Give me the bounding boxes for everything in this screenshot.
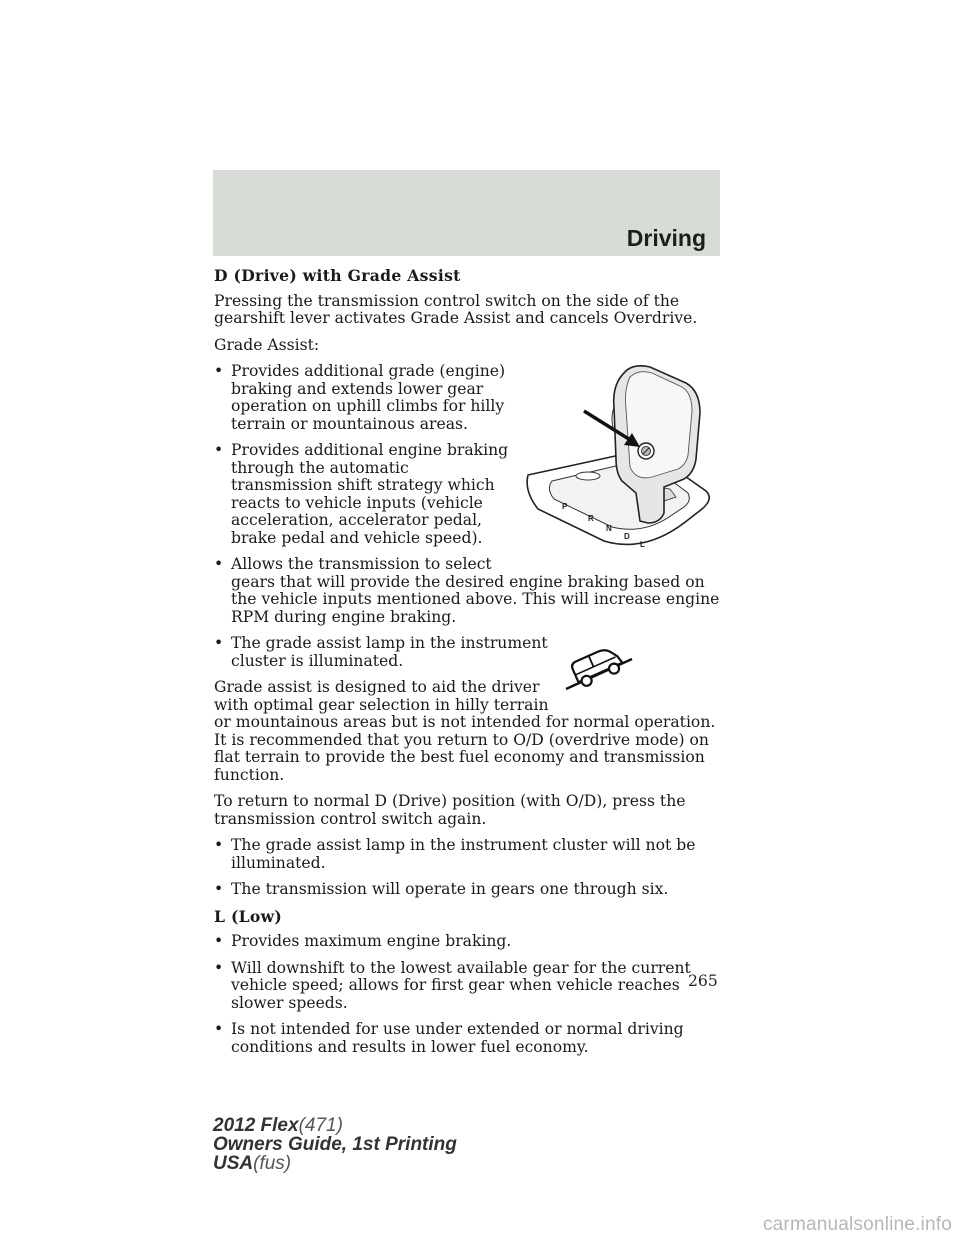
footer-model-code: (471) [298,1115,343,1136]
footer-guide: Owners Guide, 1st Printing [213,1134,457,1155]
gear-letter-n: N [606,524,612,533]
low-bullet-list [214,933,720,1056]
footer-guide-line [213,1135,457,1154]
list-item: • Provides additional engine braking through the automatic transmission shift strategy which reacts to vehicle inputs (vehicle acceleration, accelerator pedal, brake pedal and vehicle speed). [214,442,720,547]
list-item: • Is not intended for use under extended or normal driving conditions and results in lower fuel economy. [214,1021,720,1056]
section-header-band [213,170,720,256]
gear-letter-r: R [588,514,594,523]
footer-model: 2012 Flex [213,1115,299,1136]
gear-letter-l: L [640,540,645,549]
footer-market: USA [213,1153,254,1174]
gear-letter-d: D [624,532,630,541]
heading-drive-grade-assist: D (Drive) with Grade Assist [214,266,461,285]
list-item: • The transmission will operate in gears one through six. [214,881,720,899]
watermark: carmanualsonline.info [762,1214,952,1235]
page-number: 265 [688,972,718,990]
heading-low: L (Low) [214,906,283,926]
document-footer [213,1116,457,1173]
footer-market-line [213,1154,457,1173]
intro-paragraph: Pressing the transmission control switch on the side of the gearshift lever activates Grade Assist and cancels Overdrive. [214,291,698,327]
list-item: • Allows the transmission to select gears that will provide the desired engine braking based on the vehicle inputs mentioned above. This will increase engine RPM during engine braking. [214,556,720,626]
grade-assist-bullet-list [214,363,720,670]
return-bullet-list [214,837,720,899]
list-item: • Provides additional grade (engine) braking and extends lower gear operation on uphill climbs for hilly terrain or mountainous areas. [214,363,720,433]
page-content [214,267,720,1065]
gear-letter-p: P [562,502,568,511]
list-item: • Provides maximum engine braking. [214,933,720,951]
list-item: • Will downshift to the lowest available gear for the current vehicle speed; allows for first gear when vehicle reaches slower speeds. [214,960,720,1013]
list-item: • The grade assist lamp in the instrument cluster is illuminated. [214,635,720,670]
grade-assist-label: Grade Assist: [214,335,320,354]
return-to-drive-paragraph: To return to normal D (Drive) position (with O/D), press the transmission control switch again. [214,792,686,828]
section-title: Driving [626,225,706,251]
footer-market-code: (fus) [253,1153,292,1174]
list-item: • The grade assist lamp in the instrument cluster will not be illuminated. [214,837,720,872]
grade-assist-designed-paragraph: Grade assist is designed to aid the driver with optimal gear selection in hilly terrain or mountainous areas but is not intended for normal operation. It is recommended that you return to O/D (overdrive mode) on flat terrain to provide the best fuel economy and transmission function. [214,678,716,784]
footer-model-line [213,1116,457,1135]
